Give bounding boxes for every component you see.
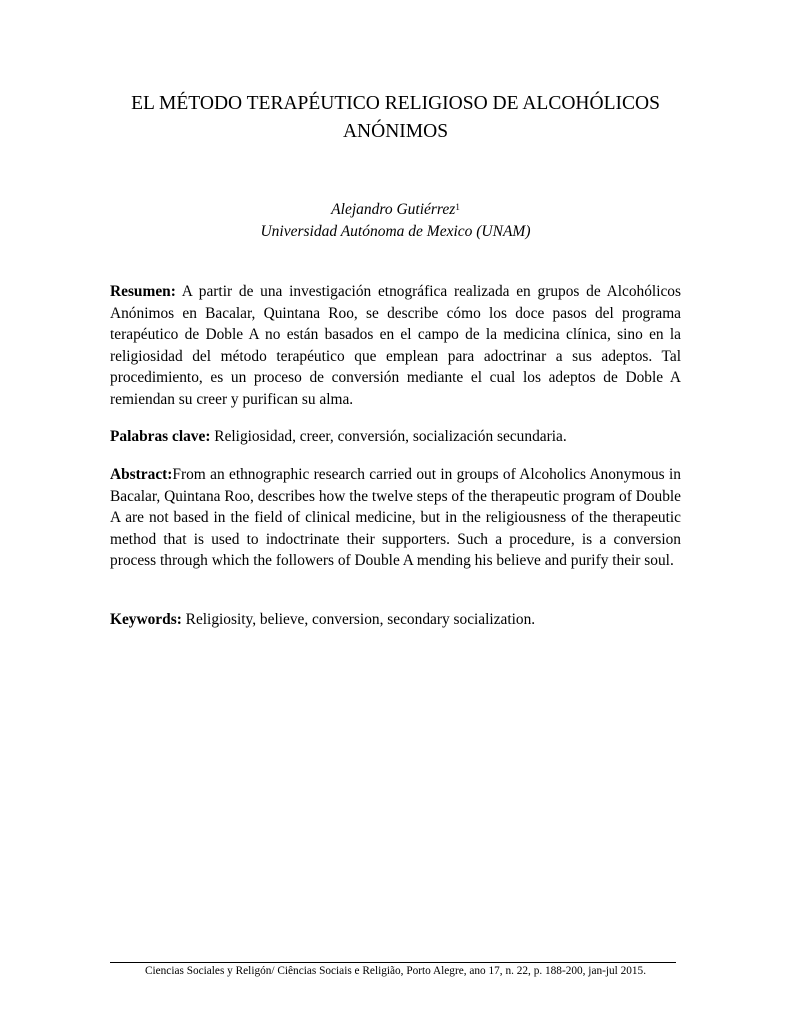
page-footer: Ciencias Sociales y Religón/ Ciências Sociais e Religião, Porto Alegre, ano 17, n. 22, p. 188-200, jan-jul 2015.: [144, 965, 647, 977]
palabras-clave-text: Religiosidad, creer, conversión, socialización secundaria.: [210, 428, 567, 445]
paper-title: [100, 90, 691, 146]
abstract-paragraph: [110, 464, 681, 572]
author-affiliation: Universidad Autónoma de Mexico (UNAM): [260, 222, 531, 240]
palabras-clave-label: Palabras clave:: [110, 428, 211, 445]
resumen-text: A partir de una investigación etnográfica realizada en grupos de Alcohólicos Anónimos en Bacalar, Quintana Roo, se describe cómo los doce pasos del programa terapéutico de Doble A no están basados en el campo de la medicina clínica, sino en la religiosidad del método terapéutico que emplean para adoctrinar a sus adeptos. Tal procedimiento, es un proceso de conversión mediante el cual los adeptos de Doble A remiendan su creer y purifican su alma.: [110, 283, 681, 408]
abstract-text: From an ethnographic research carried out in groups of Alcoholics Anonymous in Bacalar, Quintana Roo, describes how the twelve steps of the therapeutic program of Double A are not based in the field of clinical medicine, but in the religiousness of the therapeutic method that is used to indoctrinate their supporters. Such a procedure, is a conversion process through which the followers of Double A mending his believe and purify their soul.: [110, 466, 681, 570]
title-line-2: ANÓNIMOS: [342, 121, 449, 142]
abstract-label: Abstract:: [110, 466, 173, 483]
author-name: Alejandro Gutiérrez: [331, 201, 456, 218]
resumen-label: Resumen:: [110, 283, 176, 300]
footer-divider: [110, 962, 676, 963]
author-line: [100, 199, 691, 221]
author-block: [100, 199, 691, 242]
palabras-clave-paragraph: [110, 426, 681, 448]
author-footnote-mark[interactable]: 1: [455, 202, 460, 212]
keywords-paragraph: [110, 609, 681, 631]
keywords-text: Religiosity, believe, conversion, secondary socialization.: [181, 611, 536, 628]
keywords-label: Keywords:: [110, 611, 182, 628]
resumen-paragraph: [110, 281, 681, 411]
title-line-1: EL MÉTODO TERAPÉUTICO RELIGIOSO DE ALCOHÓLICOS: [131, 93, 660, 114]
